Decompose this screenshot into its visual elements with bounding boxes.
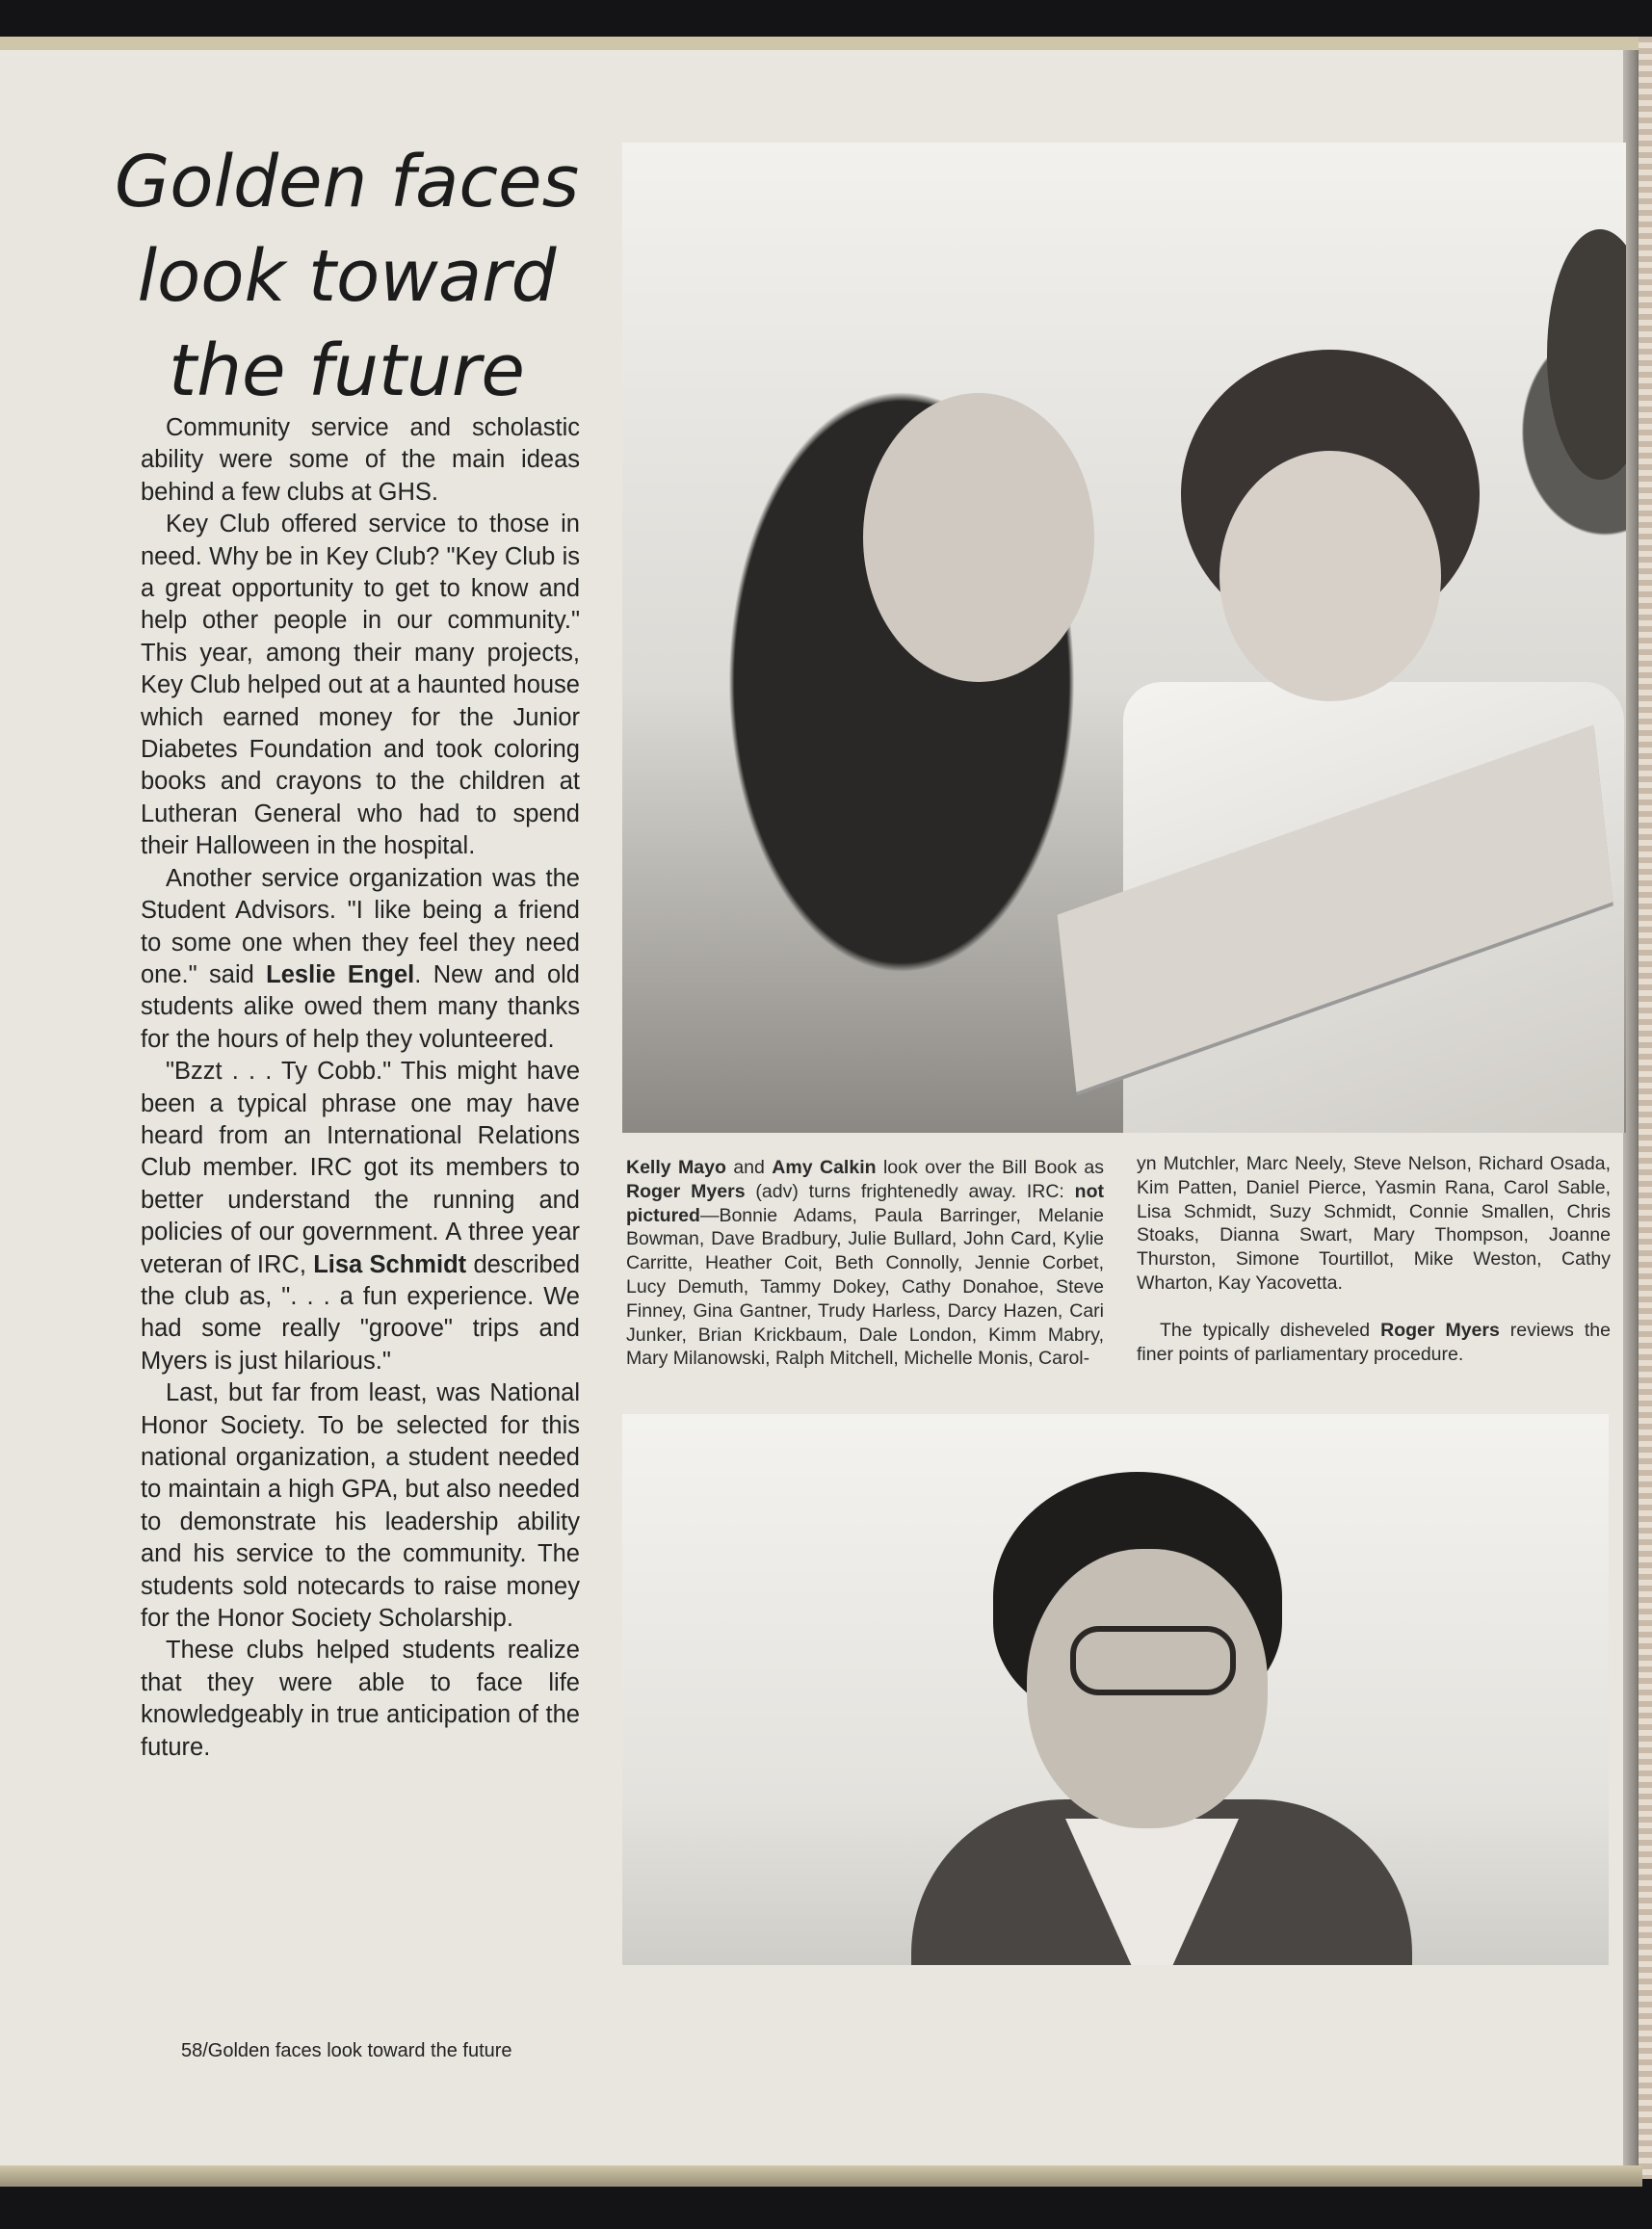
text-run: and [725, 1157, 773, 1178]
caption-name: Amy Calkin [772, 1157, 877, 1178]
title-line-2: look toward [137, 235, 557, 318]
caption-name: Roger Myers [626, 1180, 746, 1202]
title-line-3: the future [169, 329, 525, 412]
page-folio: 58/Golden faces look toward the future [181, 2040, 512, 2061]
name-list: —Bonnie Adams, Paula Barringer, Melanie Bowman, Dave Bradbury, Julie Bullard, John Card, Kylie Carritte, Heather Coit, Beth Connolly, Jennie Corbet, Lucy Demuth, Tammy Dokey, Cathy Donahoe, Steve Finney, Gina Gantner, Trudy Harless, Darcy Hazen, Cari Junker, Brian Krickbaum, Dale London, Kimm Mabry, Mary Milanowski, Ralph Mitchell, Michelle Monis, Carol- [626, 1204, 1104, 1370]
text-run: reviews the finer points of parliamentary procedure. [1137, 1320, 1611, 1365]
text-run: Another service organization was the Student Advisors. "I like being a friend to some one when they feel they need one." said [141, 864, 580, 988]
body-paragraph [141, 1056, 580, 1377]
caption-label: not pictured [626, 1180, 1104, 1226]
title-line-1: Golden faces [114, 141, 580, 223]
student-name: Lisa Schmidt [313, 1250, 467, 1278]
glasses-shape [1070, 1626, 1236, 1695]
body-paragraph: Community service and scholastic ability were some of the main ideas behind a few clubs at GHS. [141, 414, 580, 506]
text-run: described the club as, ". . . a fun experience. We had some really "groove" trips and Myers is just hilarious." [141, 1250, 581, 1375]
photo-caption-continued: yn Mutchler, Marc Neely, Steve Nelson, Richard Osada, Kim Patten, Daniel Pierce, Yasmin Rana, Carol Sable, Lisa Schmidt, Suzy Schmidt, Connie Smallen, Chris Stoaks, Dianna Swart, Mary Thompson, Joanne Thurston, Simone Tourtillot, Mike Weston, Cathy Wharton, Kay Yacovetta. [1137, 1153, 1611, 1294]
photo-students-with-book [622, 143, 1626, 1133]
text-run: "Bzzt . . . Ty Cobb." This might have been a typical phrase one may have heard from an International Relations Club member. IRC got its members to better understand the running and policies of our government. A three year veteran of IRC, [141, 1058, 580, 1278]
photo-caption [626, 1156, 1104, 1371]
photo-caption [1137, 1319, 1611, 1367]
caption-name: Roger Myers [1380, 1320, 1500, 1341]
face-shape [863, 393, 1094, 682]
text-run: The typically disheveled [1160, 1320, 1381, 1341]
caption-name: Kelly Mayo [626, 1157, 726, 1178]
photo-roger-myers [622, 1414, 1609, 1965]
page-bottom-edge [0, 2165, 1642, 2187]
face-shape [1547, 229, 1626, 480]
body-paragraph: These clubs helped students realize that they were able to face life knowledgeably in true anticipation of the future. [141, 1637, 580, 1761]
page-title [106, 135, 588, 418]
student-name: Leslie Engel [266, 960, 415, 988]
text-run: (adv) turns frightenedly away. IRC: [745, 1180, 1075, 1202]
text-run: look over the Bill Book as [876, 1157, 1104, 1178]
body-paragraph: Last, but far from least, was National Honor Society. To be selected for this national organization, a student needed to maintain a high GPA, but also needed to demonstrate his leadership ability and his service to the community. The students sold notecards to raise money for the Honor Society Scholarship. [141, 1379, 580, 1633]
body-paragraph [141, 863, 580, 1056]
text-run: . New and old students alike owed them many thanks for the hours of help they volunteered. [141, 960, 580, 1053]
face-shape [1219, 451, 1441, 701]
body-paragraph: Key Club offered service to those in need. Why be in Key Club? "Key Club is a great opportunity to get to know and help other people in our community." This year, among their many projects, Key Club helped out at a haunted house which earned money for the Junior Diabetes Foundation and took coloring books and crayons to the children at Lutheran General who had to spend their Halloween in the hospital. [141, 511, 580, 860]
binding-edge [1639, 37, 1652, 2179]
article-body [141, 412, 580, 1764]
